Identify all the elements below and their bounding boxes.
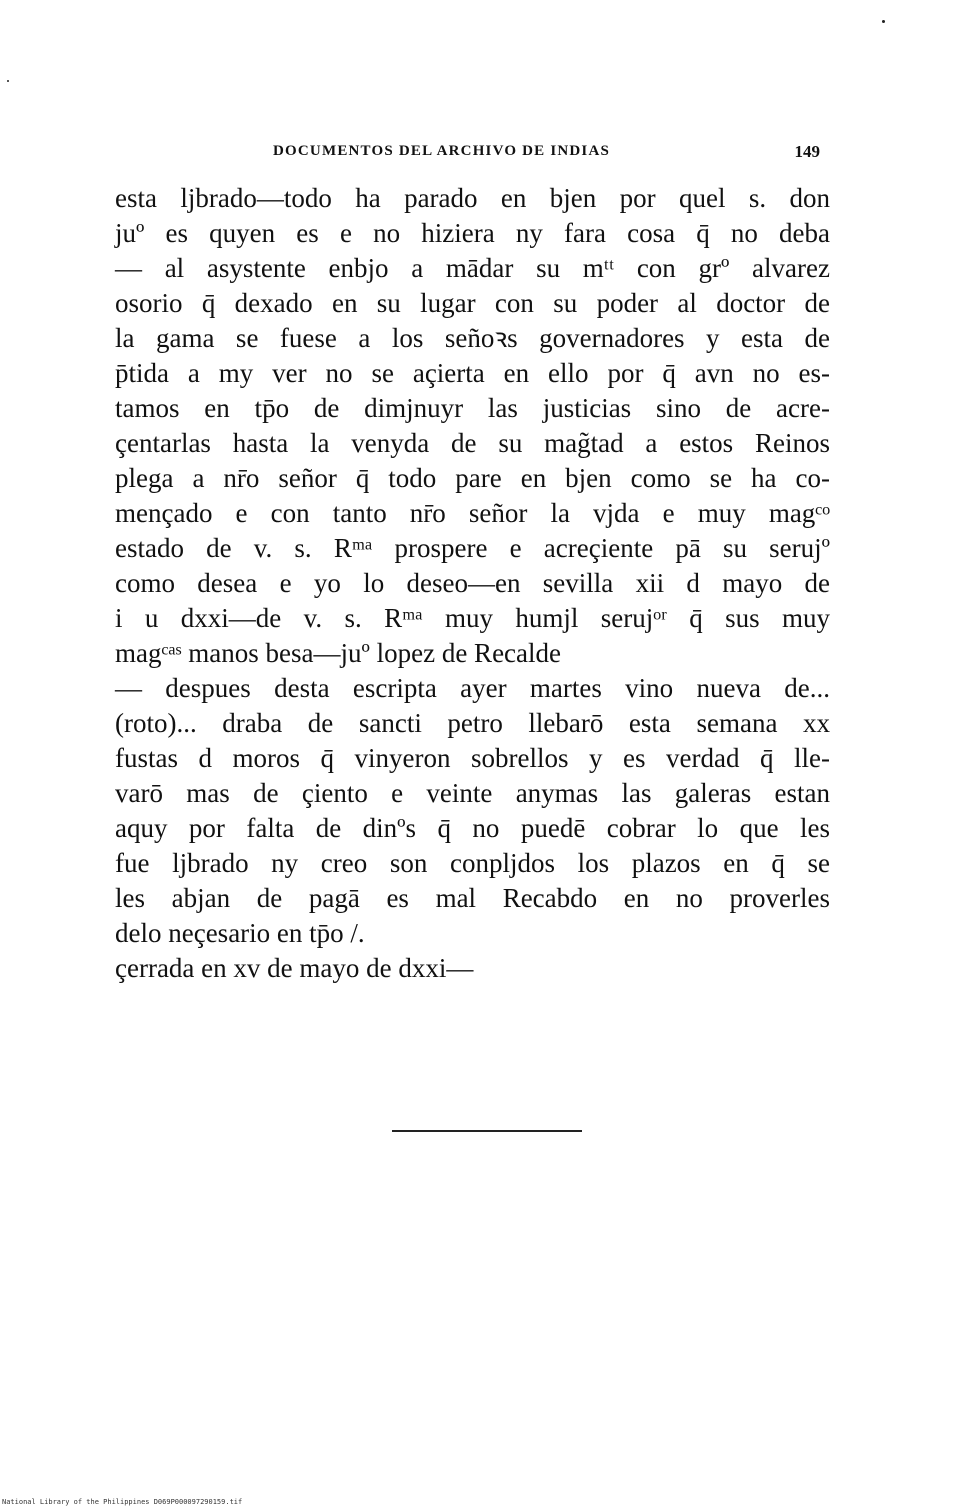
text-line: esta ljbrado—todo ha parado en bjen por quel s. don: [115, 183, 830, 213]
text-line: — al asystente enbjo a mādar su mᵗᵗ con grº alvarez: [115, 253, 830, 283]
document-body: [115, 181, 830, 986]
text-line: la gama se fuese a los señoꝛs governadores y esta de: [115, 323, 830, 353]
text-line: delo neçesario en tp̄o /.: [115, 918, 365, 948]
scan-speck: [7, 80, 9, 82]
page-number: 149: [794, 142, 820, 161]
text-line: çerrada en xv de mayo de dxxi—: [115, 953, 474, 983]
text-line: mençado e con tanto nr̄o señor la vjda e muy magᶜᵒ: [115, 498, 830, 528]
text-line: les abjan de pagā es mal Recabdo en no proverles: [115, 883, 830, 913]
text-line: aquy por falta de dinºs q̄ no puedē cobrar lo que les: [115, 813, 830, 843]
text-line: fustas d moros q̄ vinyeron sobrellos y es verdad q̄ lle-: [115, 743, 830, 773]
text-line: osorio q̄ dexado en su lugar con su poder al doctor de: [115, 288, 830, 318]
running-title: DOCUMENTOS DEL ARCHIVO DE INDIAS: [273, 143, 611, 159]
text-line: plega a nr̄o señor q̄ todo pare en bjen como se ha co-: [115, 463, 830, 493]
text-line: estado de v. s. Rᵐᵃ prospere e acreçiente pā su serujº: [115, 533, 830, 563]
text-line: fue ljbrado ny creo son conpljdos los plazos en q̄ se: [115, 848, 830, 878]
scan-speck: [882, 20, 885, 23]
text-line: (roto)... draba de sancti petro llebarō esta semana xx: [115, 708, 830, 738]
text-line: como desea e yo lo deseo—en sevilla xii d mayo de: [115, 568, 830, 598]
text-line: — despues desta escripta ayer martes vino nueva de...: [115, 673, 830, 703]
text-line: magᶜᵃˢ manos besa—juº lopez de Recalde: [115, 638, 562, 668]
page-header: [115, 143, 820, 167]
scan-footer-stamp: National Library of the Philippines D069P000097290159.tif: [2, 1498, 243, 1506]
text-line: çentarlas hasta la venyda de su mag̃tad a estos Reinos: [115, 428, 830, 458]
text-line: p̄tida a my ver no se açierta en ello por q̄ avn no es-: [115, 358, 830, 388]
section-divider: [392, 1130, 582, 1132]
text-line: varō mas de çiento e veinte anymas las galeras estan: [115, 778, 830, 808]
text-line: tamos en tp̄o de dimjnuyr las justicias sino de acre-: [115, 393, 830, 423]
text-line: juº es quyen es e no hiziera ny fara cosa q̄ no deba: [115, 218, 830, 248]
text-line: i u dxxi—de v. s. Rᵐᵃ muy humjl serujᵒʳ q̄ sus muy: [115, 603, 830, 633]
